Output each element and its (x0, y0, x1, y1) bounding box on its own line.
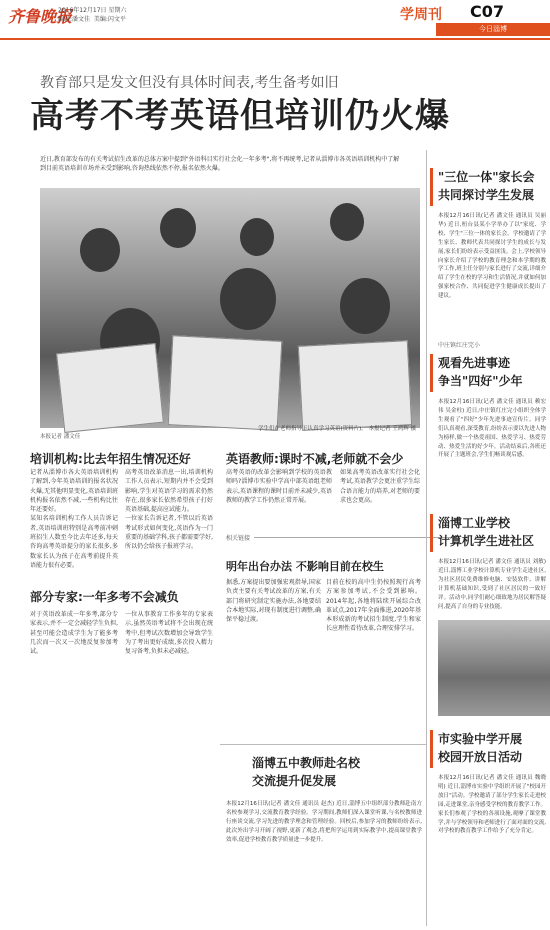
right-article-3-title: 淄博工业学校 计算机学生进社区 (438, 516, 535, 548)
section-body-institutions: 记者从淄博市各大英语培训机构了解到,今年英语培训的报名状况火爆,无其他明显变化,英语培训班机构报名依然不减,一些机构比往年还要好。 某知名培训机构工作人员告诉记者,英语培训班特别是高考前冲刺班招生人数至今比去年还多,每天咨询高考英语提分的家长很多,多数家长认为孩子在高考前提升英语能力很有必要。 (30, 469, 118, 569)
bottom-article-body: 本报12月16日讯(记者 潘文佳 通讯员 赵杰) 近日,淄博五中组织部分教师赴南方名校参观学习,交流教育教学经验。学习期间,教师们深入课堂听课,与名校教师进行座谈交流,学习先进的教学理念和管理经验。回校后,参加学习的教师纷纷表示,此次外出学习开阔了视野,更新了观念,将把所学运用到实际教学中,提高课堂教学效率,促进学校教育教学质量进一步提升。 (226, 801, 422, 843)
section-body-teachers: 高考英语的改革会影响到学校的英语教师吗?淄博市实验中学高中部英语组老师表示,英语课程的课时目前并未减少,英语教师的教学工作仍然正常开展。 (226, 469, 332, 504)
right-article-3-body: 本报12月16日讯(记者 潘文佳 通讯员 刘敏) 近日,淄博工业学校计算机专业学生走进社区,为社区居民免费维修电脑、安装软件、讲解计算机基础知识,受到了社区居民的一致好评。活动中,同学们耐心细致地为居民解答疑问,提高了自身的专业技能。 (438, 559, 546, 610)
right-article-4-body: 本报12月16日讯(记者 潘文佳 通讯员 魏晓明) 近日,淄博市实验中学组织开展了"校园开放日"活动。学校邀请了部分学生家长走进校园,走进课堂,亲身感受学校的教育教学工作。家长们参观了学校的各项设施,观摩了课堂教学,并与学校领导和老师进行了面对面的交流,对学校的教育教学工作给予了充分肯定。 (438, 775, 546, 835)
section-body-teachers-2: 如果高考英语改革实行社会化考试,英语教学会更注重学生综合语言能力的培养,对老师的要求也会更高。 (340, 469, 420, 504)
right-article-2-kicker: 中庄镇红庄完小 (438, 342, 481, 349)
related-body: 据悉,方案提出要加强宏观指导,国家负责主要有关考试改革的方案,有关部门将研究制定实施办法,各地要结合本地实际,对现有制度进行调整,确保平稳过渡。 (226, 579, 321, 624)
accent-bar (430, 168, 433, 206)
accent-bar-2 (430, 354, 433, 392)
section-body-parents: 高考英语改革消息一出,培训机构工作人员表示,短期内并不会受到影响,学生对英语学习的需求仍然存在,很多家长依然希望孩子打好英语基础,提高应试能力。 一位家长告诉记者,不管以后英语考试形式如何变化,英语作为一门重要的基础学科,孩子都需要学好,所以仍会给孩子报班学习。 (125, 469, 213, 551)
related-link-rule (226, 537, 456, 545)
related-link-label: 相关链接 (226, 533, 254, 542)
section-body-experts-2: 一位从事教育工作多年的专家表示,虽然英语考试将不会出现在统考中,但考试次数增加会导致学生为了考出更好成绩,多次投入精力复习备考,负担未必减轻。 (125, 611, 213, 656)
article-subtitle: 教育部只是发文但没有具体时间表,考生备考如旧 (40, 75, 339, 91)
section-name: 学周刊 (400, 7, 442, 23)
section-title-experts: 部分专家:一年多考不会减负 (30, 590, 179, 604)
community-photo (438, 620, 550, 716)
page-number: C07 (470, 2, 505, 21)
divider (220, 744, 426, 745)
classroom-photo (40, 188, 420, 428)
related-body-2: 目前在校的高中生仍按照现行高考方案参加考试,不会受到影响。2014年起,各地将陆续开展综合改革试点,2017年全面推进,2020年基本形成新的考试招生制度,学生和家长应理性看待改革,合理安排学习。 (326, 579, 421, 633)
accent-bar-4 (430, 730, 433, 768)
page-header (0, 0, 550, 40)
right-article-4-title: 市实验中学开展 校园开放日活动 (438, 732, 523, 764)
edition-tag: 今日淄博 (436, 23, 550, 36)
section-body-experts: 对于英语改革成一年多考,部分专家表示,并不一定会减轻学生负担,甚至可能会造成学生为了能多考几次而一次又一次地反复参加考试。 (30, 611, 118, 656)
column-divider (426, 150, 427, 926)
date-line: 2016年12月17日 星期六 编辑:潘文佳 美编:闪文平 (58, 7, 127, 23)
related-title: 明年出台办法 不影响目前在校生 (226, 560, 384, 573)
section-title-institutions: 培训机构:比去年招生情况还好 (30, 452, 191, 466)
right-article-1-body: 本报12月16日讯(记者 潘文佳 通讯员 吴丽华) 近日,桓台县某小学举办了以"家庭、学校、学生"三位一体的家长会。学校邀请了学生家长、教师代表共同探讨学生的成长与发展,家长们纷纷表示受益匪浅。会上,学校领导向家长介绍了学校的教育理念和本学期的教学工作,班主任分别与家长进行了交流,详细介绍了学生在校的学习和生活情况,并就如何加强家校合作、共同促进学生健康成长提出了建议。 (438, 213, 546, 300)
right-article-1-title: "三位一体"家长会 共同探讨学生发展 (438, 170, 535, 202)
article-title: 高考不考英语但培训仍火爆 (30, 96, 450, 136)
article-credit: 本报记者 潘文佳 (40, 434, 81, 440)
right-article-2-title: 观看先进事迹 争当"四好"少年 (438, 356, 523, 388)
section-title-teachers: 英语教师:课时不减,老师就不会少 (226, 452, 404, 466)
right-article-2-body: 本报12月16日讯(记者 潘文佳 通讯员 赖宏伟 吴金柱) 近日,中庄镇红庄完小组织全体学生观看了"四好"少年先进事迹宣传片。同学们认真观看,深受教育,纷纷表示要以先进人物为榜样,做一个热爱祖国、热爱学习、热爱劳动、热爱生活的好少年。活动结束后,各班还开展了主题班会,学生们畅谈观后感。 (438, 399, 546, 459)
article-lede: 近日,教育部发布的有关考试招生改革的总体方案中提到"外语科目实行社会化一年多考",将不再统考,记者从淄博市各英语培训机构中了解到目前英语培训市场并未受到影响,咨询热线依然不停,报名依然火爆。 (40, 156, 400, 172)
newspaper-logo: 齐鲁晚报 (8, 7, 73, 26)
bottom-article-title: 淄博五中教师赴名校 交流提升促发展 (252, 756, 361, 788)
photo-caption: 学生们在老师指导下认真学习英语(资料片)。 本报记者 王鸿辉 摄 (257, 426, 416, 432)
accent-bar-3 (430, 514, 433, 552)
